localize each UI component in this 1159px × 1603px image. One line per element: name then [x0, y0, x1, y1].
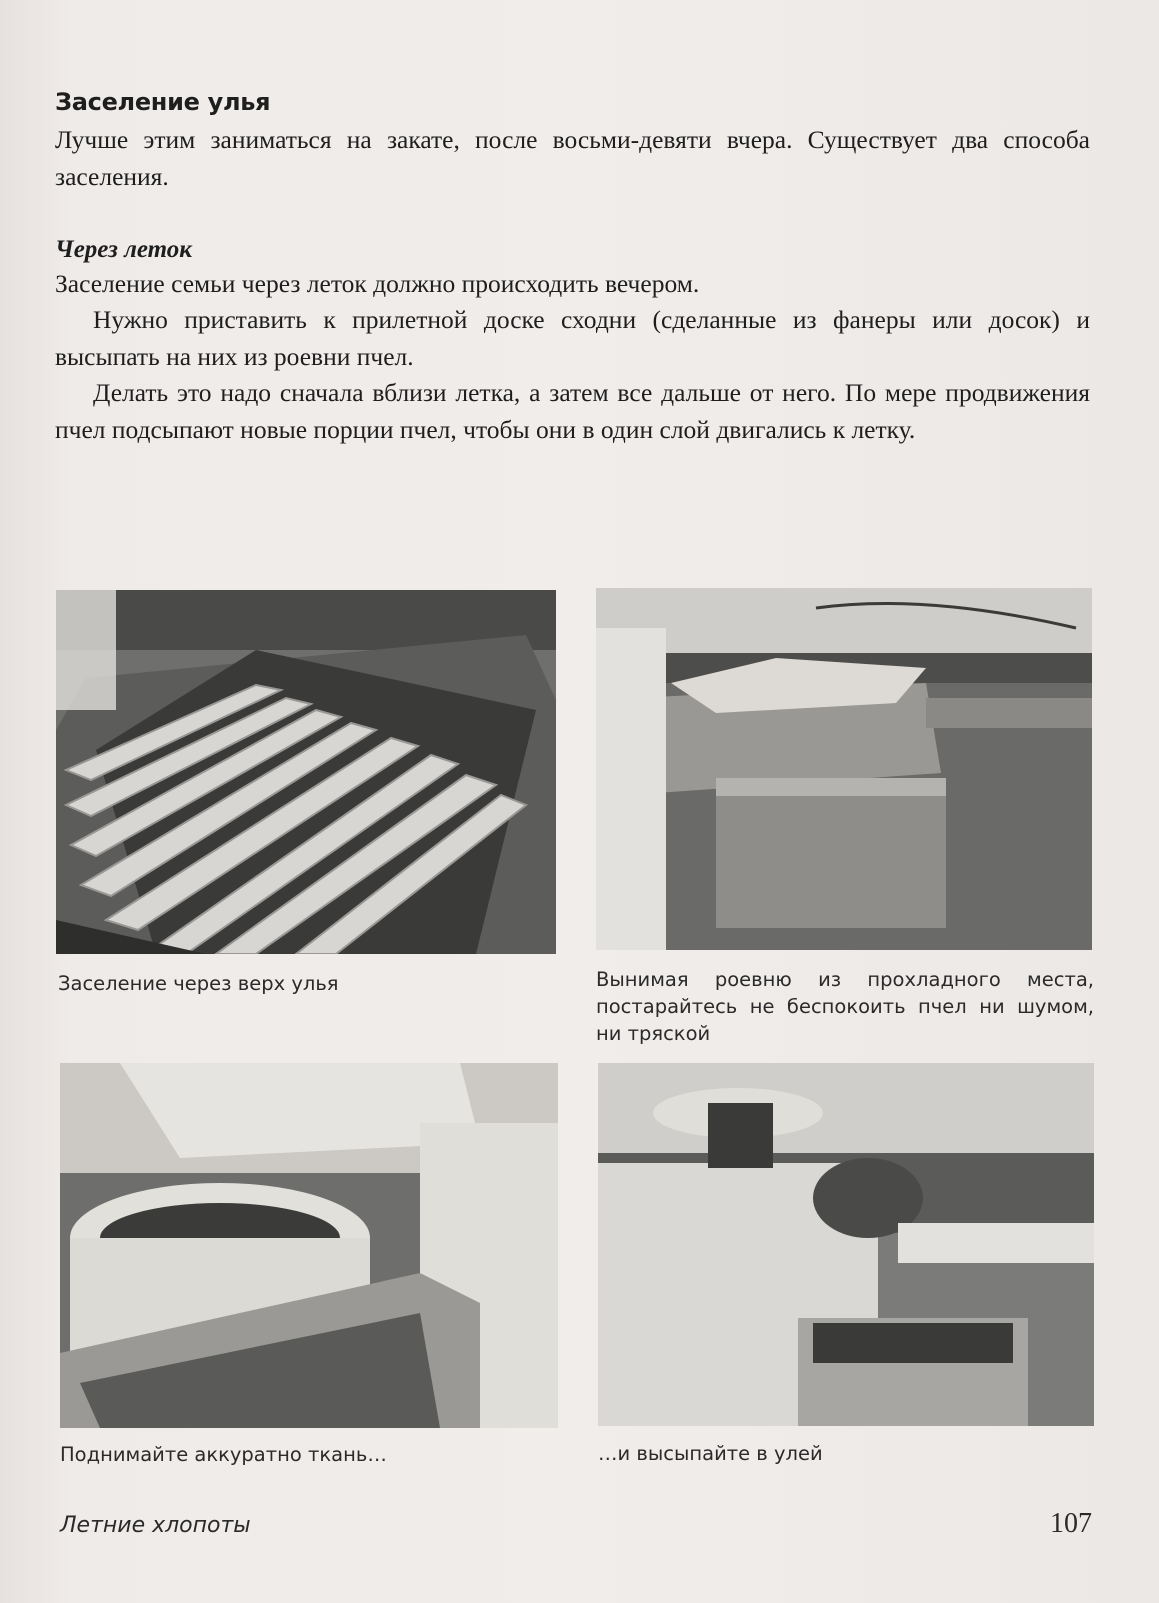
subsection-title: Через леток — [55, 236, 192, 263]
intro-paragraph: Лучше этим заниматься на закате, после восьми-девяти вчера. Существует два способа заселения. — [55, 125, 1090, 191]
page-number: 107 — [1050, 1508, 1092, 1539]
figure-caption: Вынимая роевню из прохладного места, постарайтесь не беспокоить пчел ни шумом, ни тряской — [596, 968, 1094, 1045]
figure-caption: Заселение через верх улья — [58, 972, 339, 995]
section-title: Заселение улья — [55, 88, 271, 116]
figure-caption: …и высыпайте в улей — [598, 1442, 823, 1465]
paragraph: Нужно приставить к прилетной доске сходни (сделанные из фанеры или досок) и высыпать на них из роевни пчел. — [55, 305, 1090, 371]
paragraph: Делать это надо сначала вблизи летка, а затем все дальше от него. По мере продвижения пчел подсыпают новые порции пчел, чтобы они в один слой двигались к летку. — [55, 378, 1090, 444]
swarm-box-photo — [60, 1063, 558, 1428]
figure-caption: Поднимайте аккуратно ткань… — [60, 1443, 387, 1466]
chapter-running-title: Летние хлопоты — [60, 1513, 251, 1538]
beekeeper-pouring-photo — [598, 1063, 1094, 1426]
beehive-frames-photo — [56, 590, 556, 954]
hive-with-cloth-photo — [596, 588, 1092, 950]
paragraph: Заселение семьи через леток должно происходить вечером. — [55, 269, 700, 298]
